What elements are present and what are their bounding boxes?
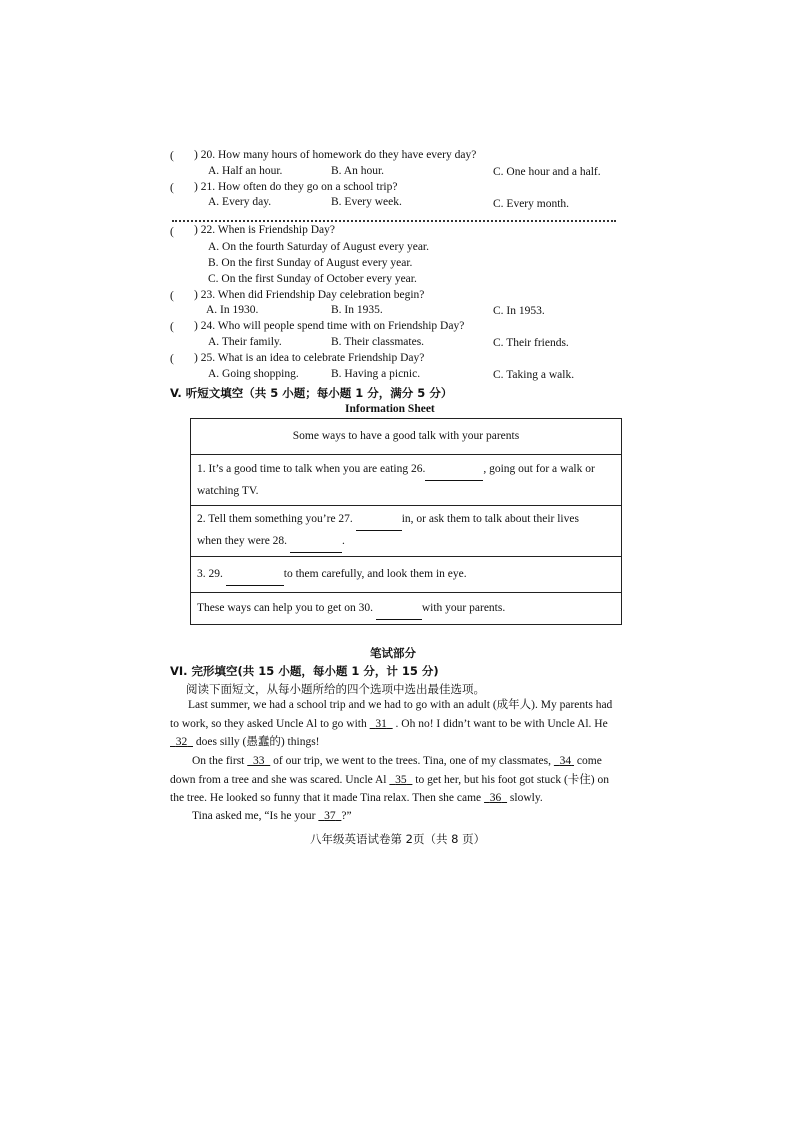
cloze-paragraph-1 bbox=[170, 696, 615, 752]
paragraph-text: Last summer, we had a school trip and we had to go with an adult (成年人). My parents had to work, so they asked Uncle Al to go with bbox=[170, 699, 613, 730]
paragraph-text: of our trip, we went to the trees. Tina, one of my classmates, bbox=[273, 755, 552, 767]
blank-31 bbox=[370, 718, 393, 730]
answer-paren: ( bbox=[170, 321, 174, 333]
paragraph-text: . Oh no! I didn’t want to be with Uncle Al. He bbox=[395, 717, 608, 730]
table-row-4 bbox=[191, 593, 622, 625]
blank-number: 35 bbox=[395, 773, 407, 786]
blank-number: 37 bbox=[324, 810, 336, 822]
paragraph-text: Tina asked me, “Is he your bbox=[192, 810, 316, 822]
answer-paren: ( bbox=[170, 182, 174, 194]
option-c: C. Taking a walk. bbox=[493, 369, 575, 381]
row-text: 3. 29. bbox=[197, 567, 223, 580]
information-sheet-title: Information Sheet bbox=[345, 403, 435, 415]
option-a: A. Every day. bbox=[208, 196, 272, 208]
answer-paren: ( bbox=[170, 226, 174, 238]
blank-27[interactable] bbox=[356, 509, 402, 531]
blank-29[interactable] bbox=[226, 564, 284, 586]
option-c: C. In 1953. bbox=[493, 305, 545, 317]
option-b: B. Their classmates. bbox=[331, 336, 425, 348]
option-b: B. Every week. bbox=[331, 196, 402, 208]
row-text: in, or ask them to talk about their lives bbox=[401, 513, 579, 525]
option-c: C. Their friends. bbox=[493, 337, 569, 349]
blank-34 bbox=[554, 755, 574, 767]
blank-37 bbox=[318, 810, 341, 822]
blank-33 bbox=[247, 755, 270, 767]
blank-26[interactable] bbox=[425, 459, 483, 481]
row-text: These ways can help you to get on 30. bbox=[197, 601, 373, 614]
option-b: B. In 1935. bbox=[331, 304, 383, 316]
table-row-3 bbox=[191, 557, 622, 593]
paragraph-text: slowly. bbox=[509, 792, 543, 804]
cloze-paragraph-3 bbox=[170, 807, 615, 826]
cloze-instruction: 阅读下面短文，从每小题所给的四个选项中选出最佳选项。 bbox=[186, 682, 485, 696]
page-footer: 八年级英语试卷第 2页（共 8 页） bbox=[310, 832, 486, 846]
option-c: C. On the first Sunday of October every year. bbox=[208, 273, 417, 285]
question-text: ) 20. How many hours of homework do they have every day? bbox=[194, 149, 477, 161]
option-a: A. Their family. bbox=[208, 336, 282, 348]
blank-28[interactable] bbox=[290, 531, 342, 553]
option-b: B. An hour. bbox=[331, 165, 385, 177]
answer-paren: ( bbox=[170, 150, 174, 162]
option-c: C. One hour and a half. bbox=[493, 166, 601, 178]
written-part-heading: 笔试部分 bbox=[370, 646, 416, 660]
blank-32 bbox=[170, 736, 193, 748]
row-text: when they were 28. bbox=[197, 535, 288, 547]
option-b: B. Having a picnic. bbox=[331, 368, 421, 380]
paragraph-text: does silly (愚蠢的) things! bbox=[195, 736, 320, 748]
table-header: Some ways to have a good talk with your parents bbox=[191, 419, 622, 455]
paragraph-text: On the first bbox=[192, 755, 245, 767]
table-row-1 bbox=[191, 455, 622, 506]
answer-paren: ( bbox=[170, 353, 174, 365]
paragraph-text: ?” bbox=[341, 810, 352, 822]
question-text: ) 23. When did Friendship Day celebration begin? bbox=[194, 289, 425, 301]
option-a: A. Half an hour. bbox=[208, 165, 283, 177]
row-text: watching TV. bbox=[197, 484, 259, 497]
section-5-title: V. 听短文填空（共 5 小题；每小题 1 分，满分 5 分） bbox=[170, 386, 453, 400]
section-6-title: VI. 完形填空(共 15 小题，每小题 1 分，计 15 分) bbox=[170, 664, 439, 678]
blank-36 bbox=[484, 792, 507, 804]
blank-number: 36 bbox=[489, 792, 502, 804]
blank-30[interactable] bbox=[376, 598, 422, 620]
option-a: A. In 1930. bbox=[206, 304, 259, 316]
row-text: 1. It’s a good time to talk when you are eating 26. bbox=[197, 462, 426, 475]
blank-35 bbox=[389, 774, 412, 786]
option-a: A. On the fourth Saturday of August every year. bbox=[208, 241, 430, 253]
row-text: 2. Tell them something you’re 27. bbox=[197, 513, 353, 525]
row-text: . bbox=[341, 535, 345, 547]
question-text: ) 24. Who will people spend time with on Friendship Day? bbox=[194, 320, 465, 332]
cut-line-divider bbox=[172, 220, 616, 222]
answer-paren: ( bbox=[170, 290, 174, 302]
question-text: ) 25. What is an idea to celebrate Friendship Day? bbox=[194, 352, 425, 364]
blank-number: 31 bbox=[375, 717, 387, 730]
option-a: A. Going shopping. bbox=[208, 368, 299, 380]
row-text: with your parents. bbox=[421, 601, 506, 614]
table-row-2 bbox=[191, 506, 622, 557]
blank-number: 34 bbox=[559, 755, 572, 767]
cloze-paragraph-2 bbox=[170, 752, 615, 808]
question-text: ) 21. How often do they go on a school trip? bbox=[194, 181, 398, 193]
option-b: B. On the first Sunday of August every year. bbox=[208, 257, 413, 269]
row-text: to them carefully, and look them in eye. bbox=[283, 567, 467, 580]
paragraph-text: to get her, but his foot got stuck (卡住) on the tree. He looked so funny that it made Tina relax. Then she came bbox=[170, 773, 610, 804]
row-text: , going out for a walk or bbox=[483, 462, 595, 475]
information-sheet-table bbox=[190, 418, 622, 625]
blank-number: 33 bbox=[253, 755, 265, 767]
question-text: ) 22. When is Friendship Day? bbox=[194, 224, 335, 236]
option-c: C. Every month. bbox=[493, 198, 570, 210]
blank-number: 32 bbox=[175, 736, 188, 748]
paragraph-text: come down from a tree and she was scared. Uncle Al bbox=[170, 755, 602, 786]
